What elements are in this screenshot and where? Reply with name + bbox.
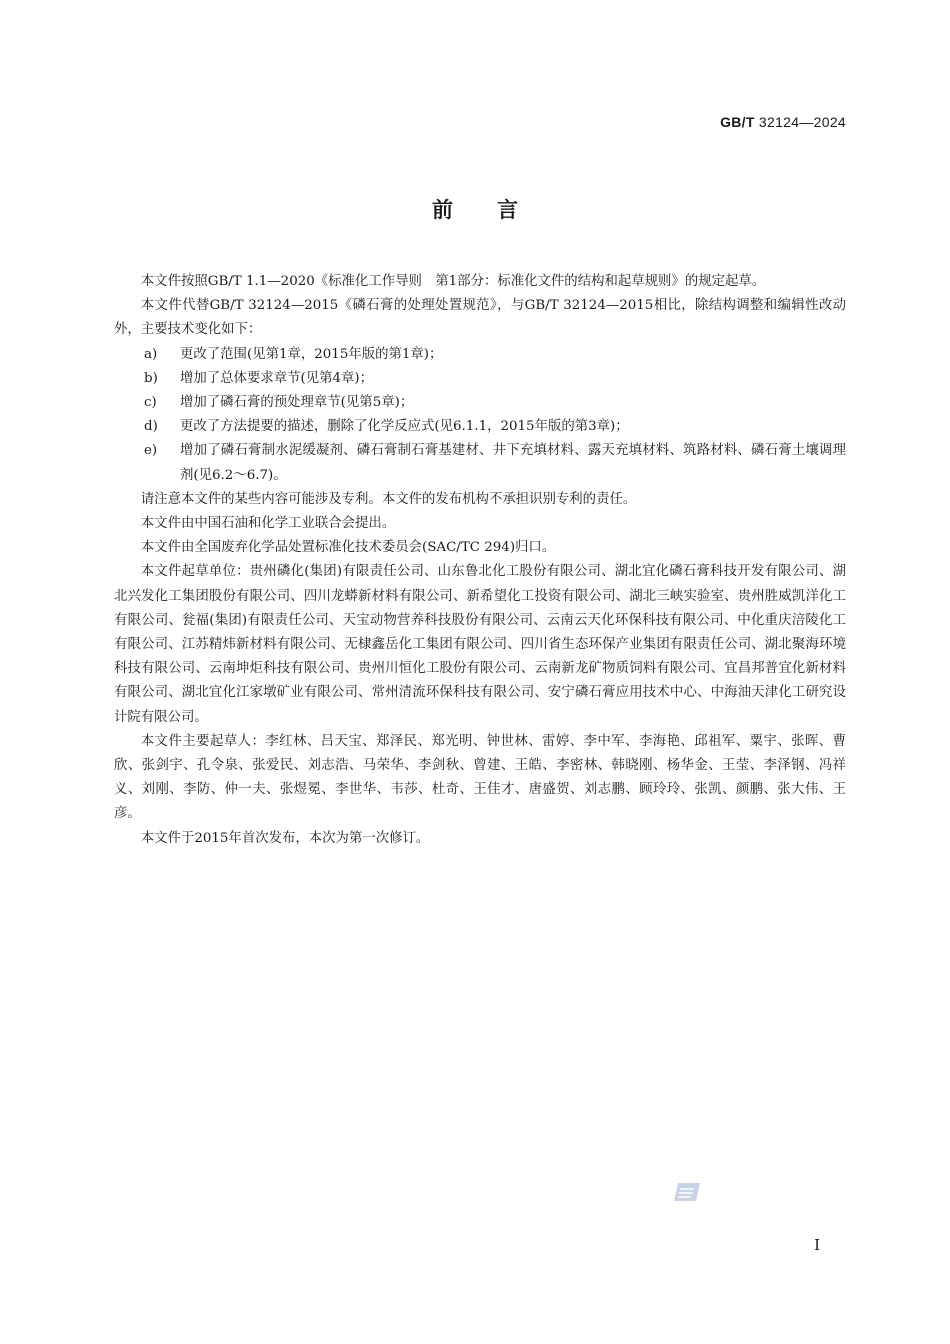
page-number: I — [814, 1236, 820, 1254]
list-item-label: d) — [144, 419, 158, 435]
list-item-text: 更改了范围(见第1章，2015年版的第1章)； — [180, 346, 443, 362]
paragraph-drafting-organizations: 本文件起草单位：贵州磷化(集团)有限责任公司、山东鲁北化工股份有限公司、湖北宜化磷石膏科技开发有限公司、湖北兴发化工集团股份有限公司、四川龙蟒新材料有限公司、新希望化工投资有限公司、湖北三峡实验室、贵州胜威凯洋化工有限公司、瓮福(集团)有限责任公司、天宝动物营养科技股份有限公司、云南云天化环保科技有限公司、中化重庆涪陵化工有限公司、江苏精炜新材料有限公司、无棣鑫岳化工集团有限公司、四川省生态环保产业集团有限责任公司、湖北聚海环境科技有限公司、云南坤炬科技有限公司、贵州川恒化工股份有限公司、云南新龙矿物质饲料有限公司、宜昌邦普宜化新材料有限公司、湖北宜化江家墩矿业有限公司、常州清流环保科技有限公司、安宁磷石膏应用技术中心、中海油天津化工研究设计院有限公司。 — [114, 564, 846, 725]
list-item-label: c) — [144, 395, 157, 411]
standard-code — [720, 114, 846, 130]
list-item — [114, 343, 846, 367]
paragraph-history: 本文件于2015年首次发布，本次为第一次修订。 — [140, 830, 430, 846]
standard-code-prefix: GB/T — [720, 114, 755, 130]
foreword-body — [114, 270, 846, 851]
list-item-label: b) — [144, 370, 158, 386]
list-item — [114, 391, 846, 415]
paragraph-committee: 本文件由全国废弃化学品处置标准化技术委员会(SAC/TC 294)归口。 — [140, 540, 556, 556]
page-title: 前言 — [432, 198, 562, 222]
list-item-text: 更改了方法提要的描述，删除了化学反应式(见6.1.1，2015年版的第3章)； — [180, 419, 629, 435]
paragraph-replacement: 本文件代替GB/T 32124—2015《磷石膏的处理处置规范》，与GB/T 32124—2015相比，除结构调整和编辑性改动外，主要技术变化如下： — [114, 298, 846, 338]
list-item-text: 增加了磷石膏的预处理章节(见第5章)； — [180, 395, 414, 411]
sac-logo-icon — [672, 1181, 702, 1203]
list-item-label: a) — [144, 346, 158, 362]
paragraph-proposer: 本文件由中国石油和化学工业联合会提出。 — [140, 516, 396, 532]
list-item — [114, 415, 846, 439]
paragraph-drafting-rules: 本文件按照GB/T 1.1—2020《标准化工作导则 第1部分：标准化文件的结构和起草规则》的规定起草。 — [140, 274, 766, 289]
technical-changes-list — [114, 343, 846, 488]
list-item-text: 增加了磷石膏制水泥缓凝剂、磷石膏制石膏基建材、井下充填材料、露天充填材料、筑路材料、磷石膏土壤调理剂(见6.2～6.7)。 — [180, 443, 846, 483]
list-item — [114, 439, 846, 487]
paragraph-patent-notice: 请注意本文件的某些内容可能涉及专利。本文件的发布机构不承担识别专利的责任。 — [140, 491, 637, 507]
standard-code-number: 32124—2024 — [758, 114, 846, 130]
list-item — [114, 367, 846, 391]
list-item-text: 增加了总体要求章节(见第4章)； — [180, 370, 374, 386]
list-item-label: e) — [144, 443, 158, 459]
paragraph-drafters: 本文件主要起草人：李红林、吕天宝、郑泽民、郑光明、钟世林、雷婷、李中军、李海艳、邱祖军、粟宇、张晖、曹欣、张剑宇、孔令泉、张爱民、刘志浩、马荣华、李剑秋、曾建、王皓、李密林、韩晓刚、杨华金、王莹、李泽钢、冯祥义、刘刚、李防、仲一夫、张煜冕、李世华、韦莎、杜奇、王佳才、唐盛贺、刘志鹏、顾玲玲、张凯、颜鹏、张大伟、王彦。 — [114, 733, 846, 822]
